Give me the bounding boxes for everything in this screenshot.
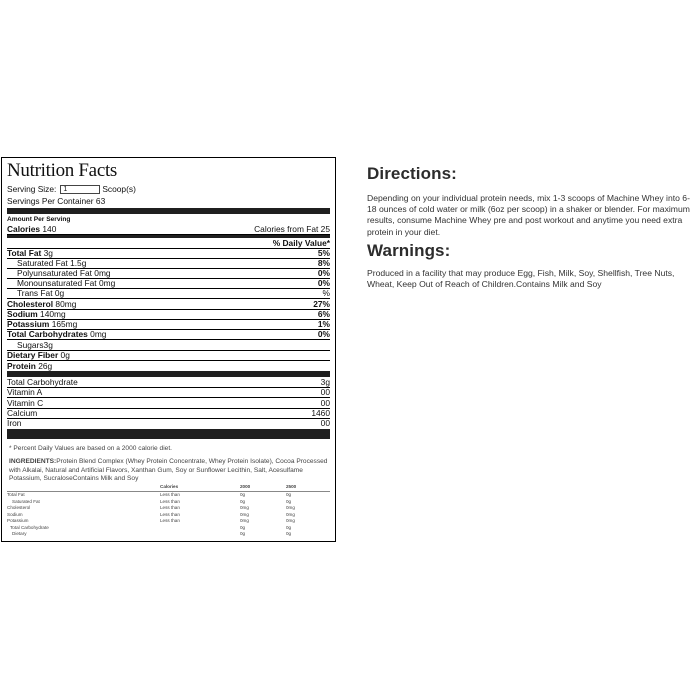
ingredients-label: INGREDIENTS: (9, 458, 57, 465)
mini-table-header-cell: 2000 (240, 484, 251, 489)
mini-table-cell: Less than (160, 492, 180, 497)
serving-size-row (7, 184, 330, 194)
mini-table-cell: Total Fat (7, 492, 25, 497)
mini-table-cell: Less than (160, 511, 180, 517)
mini-table-cell: Dietary (12, 531, 27, 536)
poly-fat-label: Polyunsaturated Fat 0mg (17, 268, 111, 278)
extra-row (7, 387, 330, 398)
extra-row-label: Calcium (7, 408, 38, 418)
mini-table-cell: 0g (286, 524, 292, 530)
potassium-label: Potassium (7, 319, 50, 329)
directions-text: Depending on your individual protein needs, mix 1-3 scoops of Machine Whey into 6-18 ounces of cold water or milk (6oz per scoop) in a shaker or blender. For maximum results, consume Machine Whey pre and post workout and anytime you need extra protein in your diet. (367, 193, 690, 237)
mono-fat-dv: 0% (317, 278, 330, 288)
mini-table-cell: 0g (240, 492, 246, 497)
nutrient-row-trans-fat (7, 288, 330, 299)
daily-value-header-text: % Daily Value* (272, 238, 330, 248)
calories-from-fat: Calories from Fat 25 (254, 224, 330, 234)
mini-table-cell: Total Carbohydrate (10, 524, 49, 530)
mini-table-cell: 0g (240, 531, 246, 536)
ingredients-block (9, 458, 328, 484)
total-fat-label: Total Fat (7, 248, 42, 258)
cholesterol-dv: 27% (313, 299, 330, 309)
total-fat-amount: 3g (43, 248, 53, 258)
amount-per-serving-text: Amount Per Serving (7, 216, 71, 223)
mini-table-cell: Less than (160, 505, 180, 510)
extra-row-value: 3g (320, 377, 330, 387)
serving-size-field[interactable]: 1 (60, 185, 100, 194)
extra-row-label: Iron (7, 418, 22, 428)
sodium-label: Sodium (7, 309, 38, 319)
nutrient-row-total-carbs (7, 329, 330, 340)
calories-row (7, 224, 330, 235)
extra-row-label: Total Carbohydrate (7, 377, 78, 387)
saturated-fat-dv: 8% (317, 258, 330, 268)
sugars-label: Sugars3g (17, 340, 53, 350)
saturated-fat-label: Saturated Fat 1.5g (17, 258, 87, 268)
mini-table-cell: Sodium (7, 511, 23, 517)
protein-label: Protein (7, 361, 36, 371)
mini-table-cell: Cholesterol (7, 505, 31, 510)
heavy-divider (7, 429, 330, 439)
total-carbs-amount: 0mg (90, 329, 107, 339)
mini-table-cell: 0mg (286, 511, 295, 517)
cholesterol-label: Cholesterol (7, 299, 54, 309)
thick-divider (7, 208, 330, 214)
serving-size-unit: Scoop(s) (102, 184, 136, 194)
extra-row-value: 1460 (311, 408, 330, 418)
extra-row-value: 00 (320, 418, 330, 428)
calories-label: Calories (7, 224, 41, 234)
extra-row-value: 00 (320, 387, 330, 397)
trans-fat-dv: % (322, 288, 330, 298)
potassium-dv: 1% (317, 319, 330, 329)
sodium-dv: 6% (317, 309, 330, 319)
extra-row-label: Vitamin A (7, 387, 43, 397)
mini-table-cell: 0g (286, 531, 292, 536)
nutrition-facts-title: Nutrition Facts (7, 160, 118, 181)
directions-heading: Directions: (367, 164, 457, 183)
total-fat-dv: 5% (317, 248, 330, 258)
servings-per-container (7, 196, 330, 206)
nutrition-facts-label (1, 157, 336, 542)
warnings-text: Produced in a facility that may produce Egg, Fish, Milk, Soy, Shellfish, Tree Nuts, Wheat, Keep Out of Reach of Children.Contains Milk and Soy (367, 268, 675, 290)
poly-fat-dv: 0% (317, 268, 330, 278)
mini-table-cell: 0mg (240, 511, 249, 517)
daily-value-footnote: * Percent Daily Values are based on a 2000 calorie diet. (9, 445, 172, 452)
cholesterol-amount: 80mg (55, 299, 77, 309)
mono-fat-label: Monounsaturated Fat 0mg (17, 278, 116, 288)
potassium-amount: 165mg (51, 319, 78, 329)
mini-table-cell: Saturated Fat (12, 498, 40, 504)
mini-table-cell: 0g (240, 524, 246, 530)
protein-amount: 26g (38, 361, 53, 371)
fiber-label: Dietary Fiber (7, 350, 59, 360)
extra-row-value: 00 (320, 398, 330, 408)
mini-table-cell: 0g (286, 498, 292, 504)
fiber-amount: 0g (60, 350, 70, 360)
servings-per-container-text: Servings Per Container 63 (7, 196, 106, 206)
mini-table-cell: Less than (160, 498, 180, 504)
mini-table-cell: 0mg (240, 518, 249, 523)
mini-table-header-cell: 2500 (286, 484, 297, 489)
nutrient-row-fiber (7, 350, 330, 361)
nutrient-row-protein (7, 361, 330, 371)
calories-value: 140 (42, 224, 57, 234)
total-carbs-dv: 0% (317, 329, 330, 339)
ingredients-text: Protein Blend Complex (Whey Protein Concentrate, Whey Protein Isolate), Cocoa Processed with Alkalai, Natural and Artificial Flavors, Xanthan Gum, Soy or Sunflower Lecithin, Salt, Acesulfame Potassium, SucraloseContains Milk and Soy (9, 458, 328, 483)
extra-row-label: Vitamin C (7, 398, 44, 408)
mini-table-cell: 0mg (286, 518, 295, 523)
serving-size-label: Serving Size: (7, 184, 57, 194)
total-carbs-label: Total Carbohydrates (7, 329, 88, 339)
mini-table-cell: 0g (240, 498, 246, 504)
sodium-amount: 140mg (40, 309, 66, 319)
mini-table-cell: 0mg (240, 505, 249, 510)
extra-row (7, 418, 330, 428)
mini-table-cell: Less than (160, 518, 180, 523)
mini-table-cell: 0mg (286, 505, 295, 510)
mini-table-header (7, 484, 330, 492)
warnings-heading: Warnings: (367, 241, 451, 260)
trans-fat-label: Trans Fat 0g (17, 288, 65, 298)
mini-table-row (7, 531, 330, 538)
mini-table-cell: Potassium (7, 518, 29, 523)
mini-table-header-cell: Calories (160, 484, 179, 489)
mini-table-cell: 0g (286, 492, 292, 497)
